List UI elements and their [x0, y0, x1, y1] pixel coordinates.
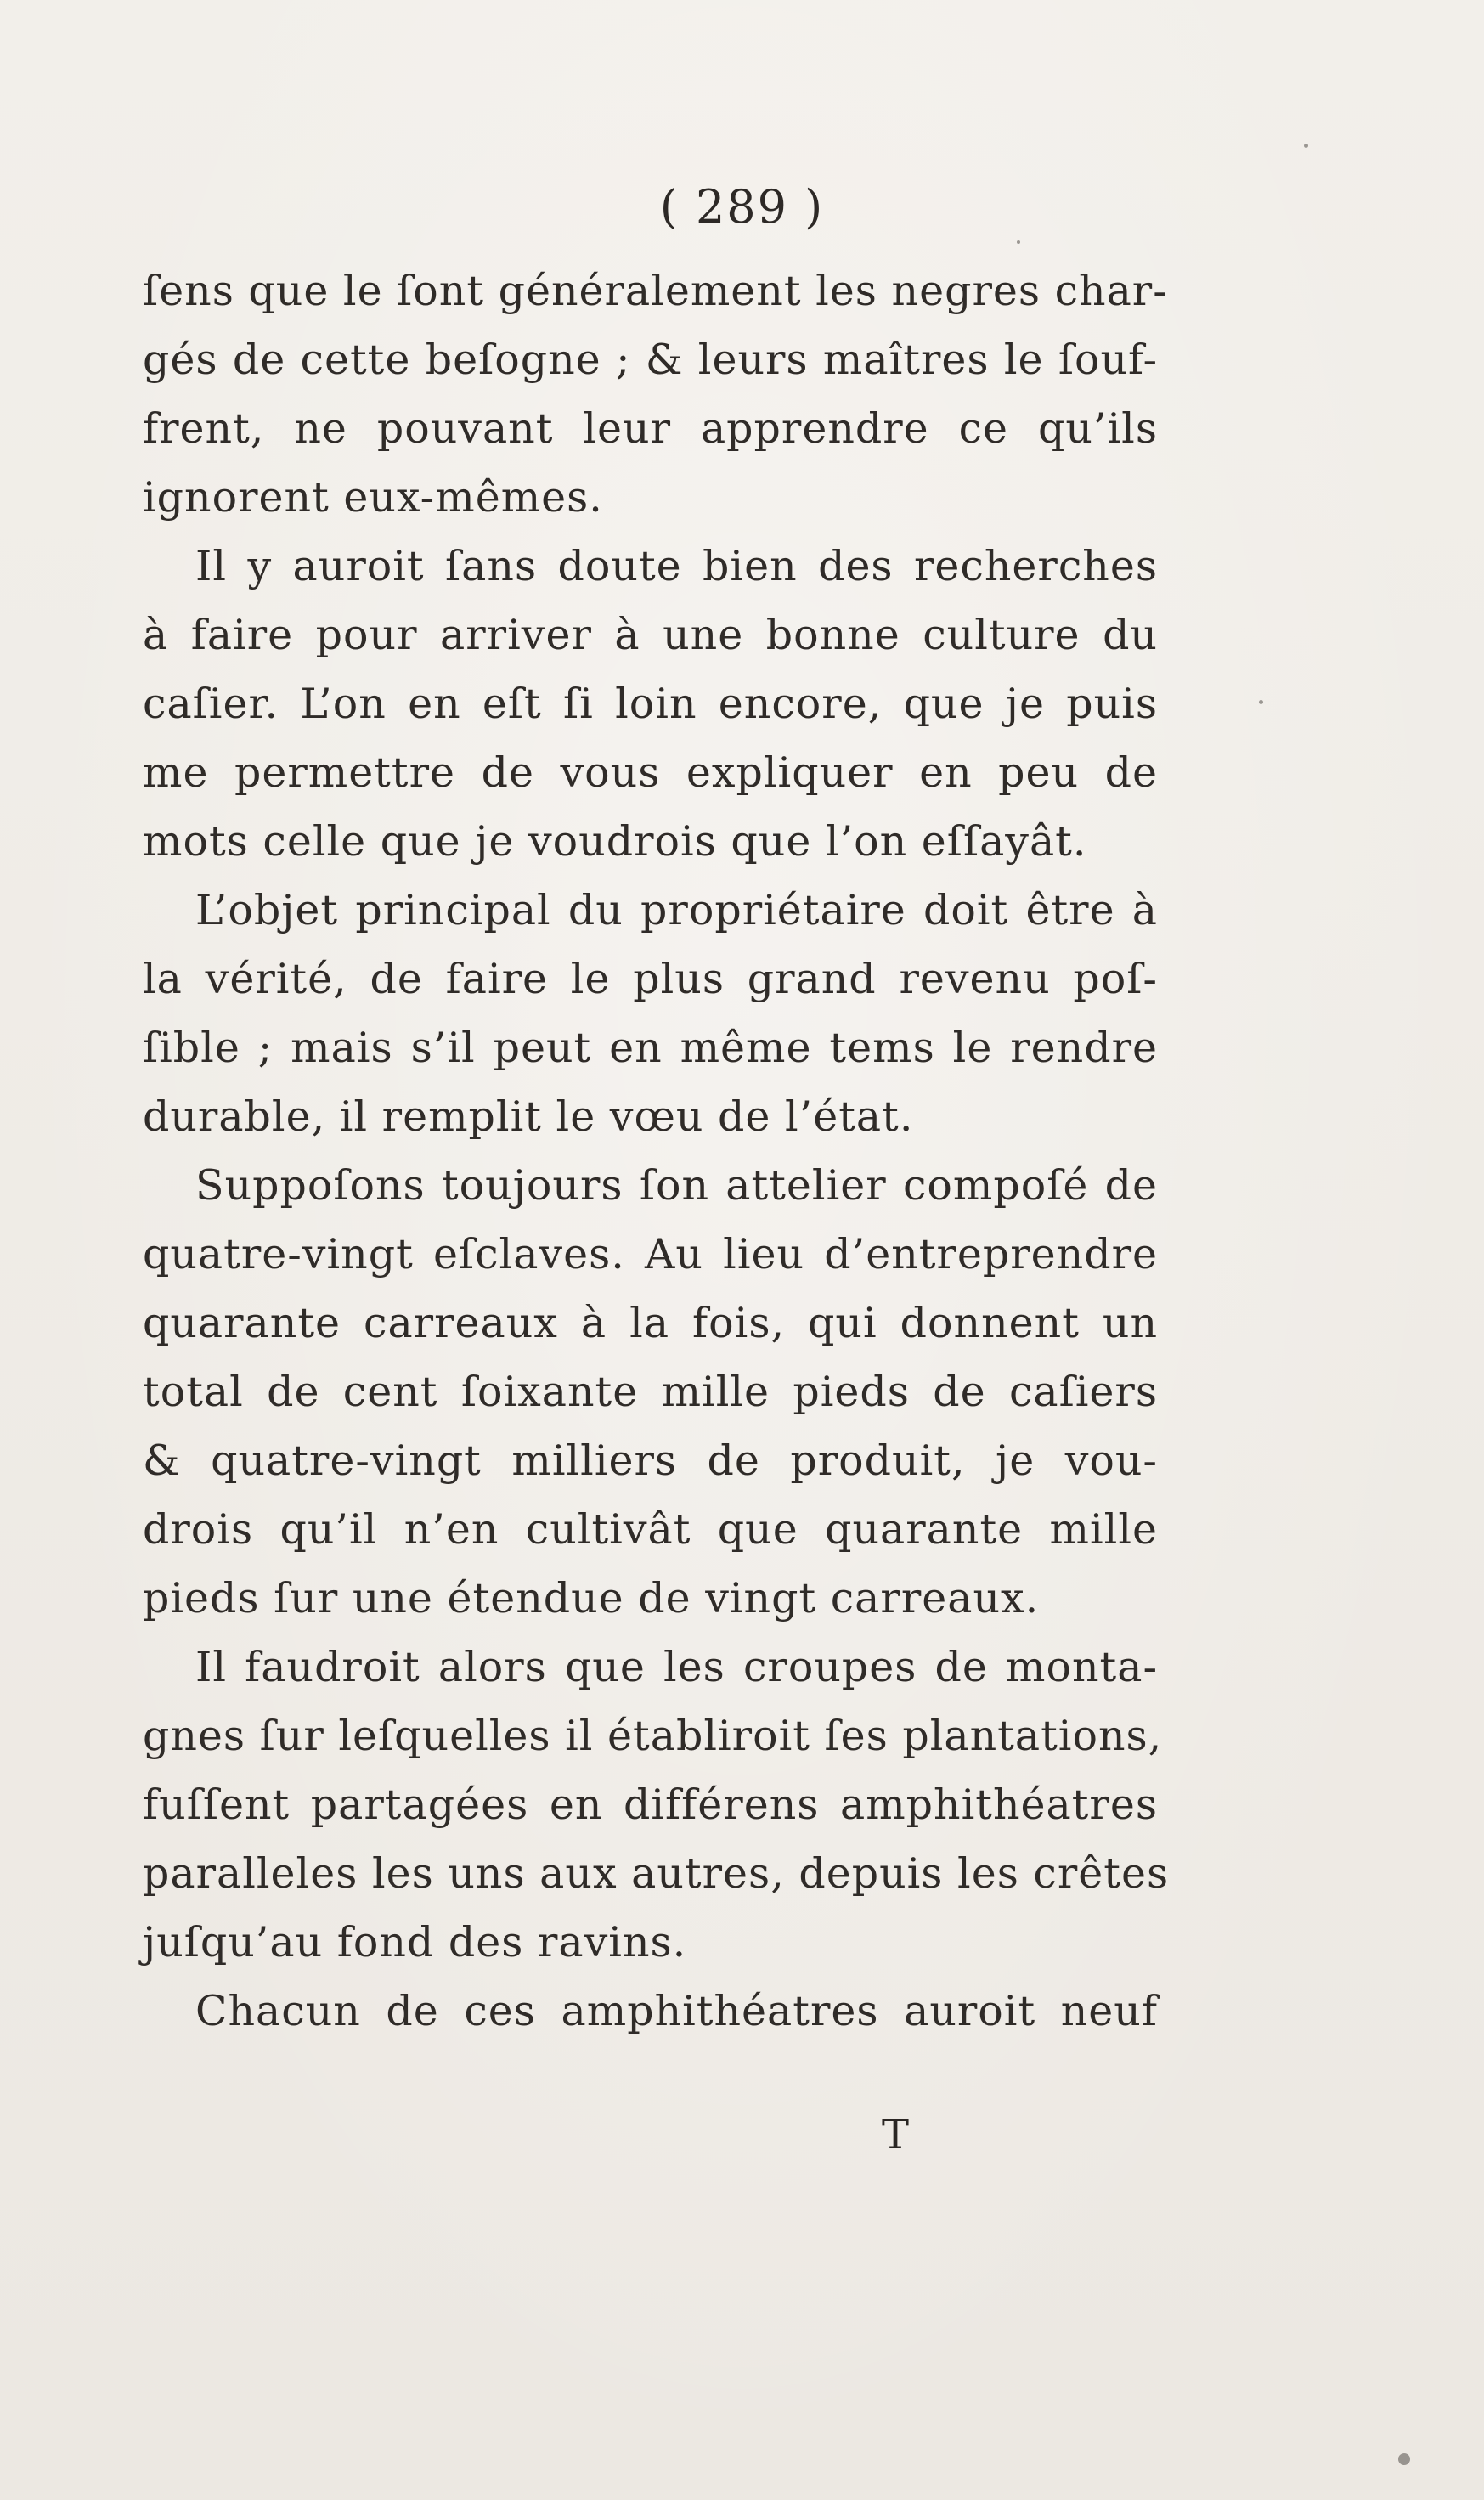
text-line: juſqu’au fond des ravins.: [143, 1918, 687, 1967]
text-line: ignorent eux-mêmes.: [143, 473, 603, 522]
text-line: la vérité, de faire le plus grand revenu poſ-: [143, 955, 1158, 1003]
text-line: Il y auroit ſans doute bien des recherches: [195, 542, 1158, 590]
text-line: me permettre de vous expliquer en peu de: [143, 748, 1158, 797]
text-line: caſier. L’on en eſt ſi loin encore, que je puis: [143, 680, 1158, 728]
text-line: L’objet principal du propriétaire doit être à: [195, 886, 1158, 934]
text-line: pieds ſur une étendue de vingt carreaux.: [143, 1574, 1040, 1622]
text-line: ſens que le ſont généralement les negres char-: [143, 267, 1168, 315]
text-line: gés de cette beſogne ; & leurs maîtres le ſouf-: [143, 336, 1158, 384]
paper-speck: [1017, 240, 1020, 244]
text-line: ſible ; mais s’il peut en même tems le rendre: [143, 1024, 1158, 1072]
text-line: frent, ne pouvant leur apprendre ce qu’ils: [143, 404, 1158, 453]
paper-speck: [1304, 144, 1308, 148]
text-line: mots celle que je voudrois que l’on eſſayât.: [143, 817, 1087, 866]
text-line: drois qu’il n’en cultivât que quarante mille: [143, 1505, 1158, 1554]
text-line: & quatre-vingt milliers de produit, je vou-: [143, 1436, 1158, 1485]
text-line: gnes ſur leſquelles il établiroit ſes plantations,: [143, 1712, 1163, 1760]
text-line: Chacun de ces amphithéatres auroit neuf: [195, 1987, 1158, 2035]
text-line: quarante carreaux à la fois, qui donnent un: [143, 1299, 1158, 1347]
text-line: à faire pour arriver à une bonne culture du: [143, 611, 1158, 659]
text-line: durable, il remplit le vœu de l’état.: [143, 1092, 914, 1141]
text-line: Suppoſons toujours ſon attelier compoſé de: [195, 1161, 1158, 1210]
page-number-header: ( 289 ): [659, 180, 825, 234]
text-line: total de cent ſoixante mille pieds de caſiers: [143, 1368, 1158, 1416]
text-line: fuſſent partagées en différens amphithéatres: [143, 1780, 1158, 1829]
signature-mark: T: [882, 2111, 910, 2159]
paper-speck: [1398, 2453, 1410, 2465]
text-line: paralleles les uns aux autres, depuis les crêtes: [143, 1849, 1170, 1898]
text-line: Il faudroit alors que les croupes de monta-: [195, 1643, 1158, 1691]
paper-speck: [1259, 700, 1263, 704]
text-line: quatre-vingt eſclaves. Au lieu d’entreprendre: [143, 1230, 1158, 1278]
body-text: [143, 257, 1170, 2046]
